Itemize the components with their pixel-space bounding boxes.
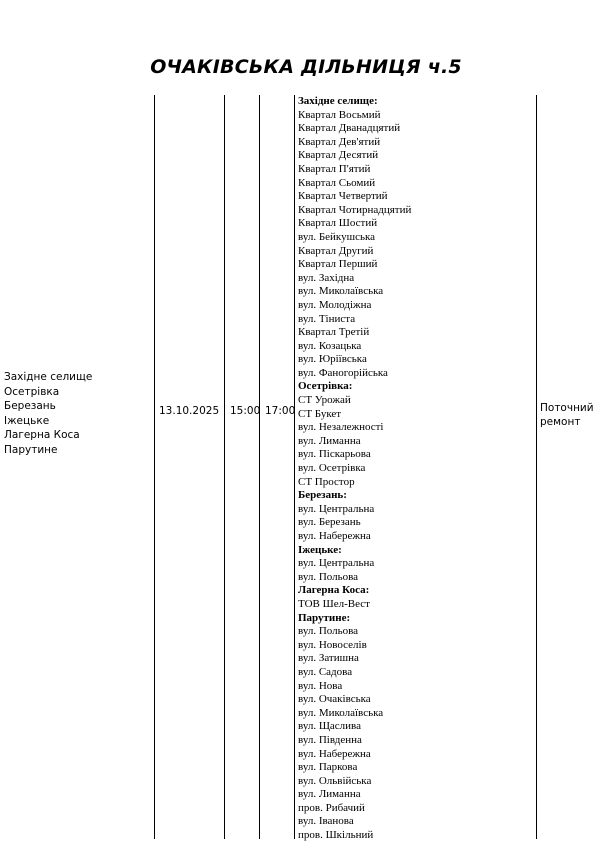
settlement-name: Парутине <box>4 443 58 456</box>
address-item: Квартал П'ятий <box>298 162 371 175</box>
address-item: вул. Миколаївська <box>298 706 384 719</box>
address-item: вул. Паркова <box>298 761 358 774</box>
address-item: Квартал Третій <box>298 326 370 339</box>
address-item: вул. Лиманна <box>298 434 361 447</box>
address-item: вул. Бейкушська <box>298 230 376 243</box>
address-item: вул. Затишна <box>298 652 359 665</box>
address-item: вул. Набережна <box>298 747 371 760</box>
address-item: вул. Осетрівка <box>298 462 366 475</box>
address-group-header: Західне селище: <box>298 95 378 107</box>
settlement-name: Іжецьке <box>4 414 50 427</box>
page-title: ОЧАКІВСЬКА ДІЛЬНИЦЯ ч.5 <box>150 56 462 78</box>
address-item: СТ Букет <box>298 407 342 420</box>
address-item: пров. Рибачий <box>298 801 365 814</box>
address-item: пров. Шкільний <box>298 829 374 842</box>
address-item: вул. Піскарьова <box>298 448 371 461</box>
address-item: вул. Нова <box>298 679 343 692</box>
address-item: вул. Тіниста <box>298 312 356 325</box>
address-item: СТ Простор <box>298 475 355 488</box>
address-item: Квартал Перший <box>298 258 378 271</box>
address-item: вул. Центральна <box>298 502 375 515</box>
address-item: вул. Щаслива <box>298 720 361 733</box>
address-item: вул. Набережна <box>298 530 371 542</box>
address-item: вул. Центральна <box>298 557 375 570</box>
reason-line: ремонт <box>540 416 581 429</box>
address-item: вул. Незалежності <box>298 421 384 434</box>
address-item: вул. Фаногорійська <box>298 366 388 379</box>
settlements-cell <box>4 370 92 458</box>
address-item: вул. Молодіжна <box>298 298 372 311</box>
address-item: вул. Садова <box>298 665 353 678</box>
address-item: Квартал Другий <box>298 244 374 257</box>
column-divider <box>154 95 155 839</box>
address-item: вул. Іванова <box>298 815 354 828</box>
address-item: вул. Західна <box>298 271 355 284</box>
address-item: вул. Польова <box>298 570 359 583</box>
address-group-header: Осетрівка: <box>298 380 353 393</box>
address-item: вул. Очаківська <box>298 693 371 706</box>
date-cell: 13.10.2025 <box>159 405 220 417</box>
address-item: Квартал Дев'ятий <box>298 135 381 148</box>
address-item: Квартал Сьомий <box>298 176 376 189</box>
reason-cell <box>540 401 594 430</box>
address-group-header: Березань: <box>298 489 347 502</box>
address-group-header: Лагерна Коса: <box>298 584 370 597</box>
settlement-name: Березань <box>4 400 56 413</box>
address-item: Квартал Четвертий <box>298 190 388 203</box>
address-item: СТ Урожай <box>298 394 351 407</box>
settlement-name: Західне селище <box>4 371 93 383</box>
address-item: вул. Південна <box>298 733 362 746</box>
address-item: вул. Новоселів <box>298 638 367 651</box>
address-item: ТОВ Шел-Вест <box>298 597 370 610</box>
reason-line: Поточний <box>540 402 594 414</box>
column-divider <box>294 95 295 839</box>
address-item: вул. Козацька <box>298 339 362 352</box>
column-divider <box>224 95 225 839</box>
column-divider <box>536 95 537 839</box>
end-time-cell: 17:00 <box>265 405 296 417</box>
address-item: вул. Ольвійська <box>298 774 372 787</box>
address-group-header: Парутине: <box>298 611 351 624</box>
start-time-cell: 15:00 <box>230 405 261 417</box>
address-item: Квартал Шостий <box>298 217 378 230</box>
address-item: Квартал Дванадцятий <box>298 122 401 135</box>
column-divider <box>259 95 260 839</box>
settlement-name: Лагерна Коса <box>4 429 80 442</box>
settlement-name: Осетрівка <box>4 385 60 398</box>
address-item: вул. Лиманна <box>298 788 361 801</box>
address-item: Квартал Десятий <box>298 149 379 162</box>
addresses-cell <box>298 95 534 843</box>
address-item: Квартал Восьмий <box>298 108 381 121</box>
address-item: вул. Юріївська <box>298 353 367 366</box>
address-item: Квартал Чотирнадцятий <box>298 203 412 216</box>
address-item: вул. Миколаївська <box>298 285 384 298</box>
address-item: вул. Польова <box>298 625 359 638</box>
address-item: вул. Березань <box>298 516 361 529</box>
address-group-header: Іжецьке: <box>298 543 342 556</box>
